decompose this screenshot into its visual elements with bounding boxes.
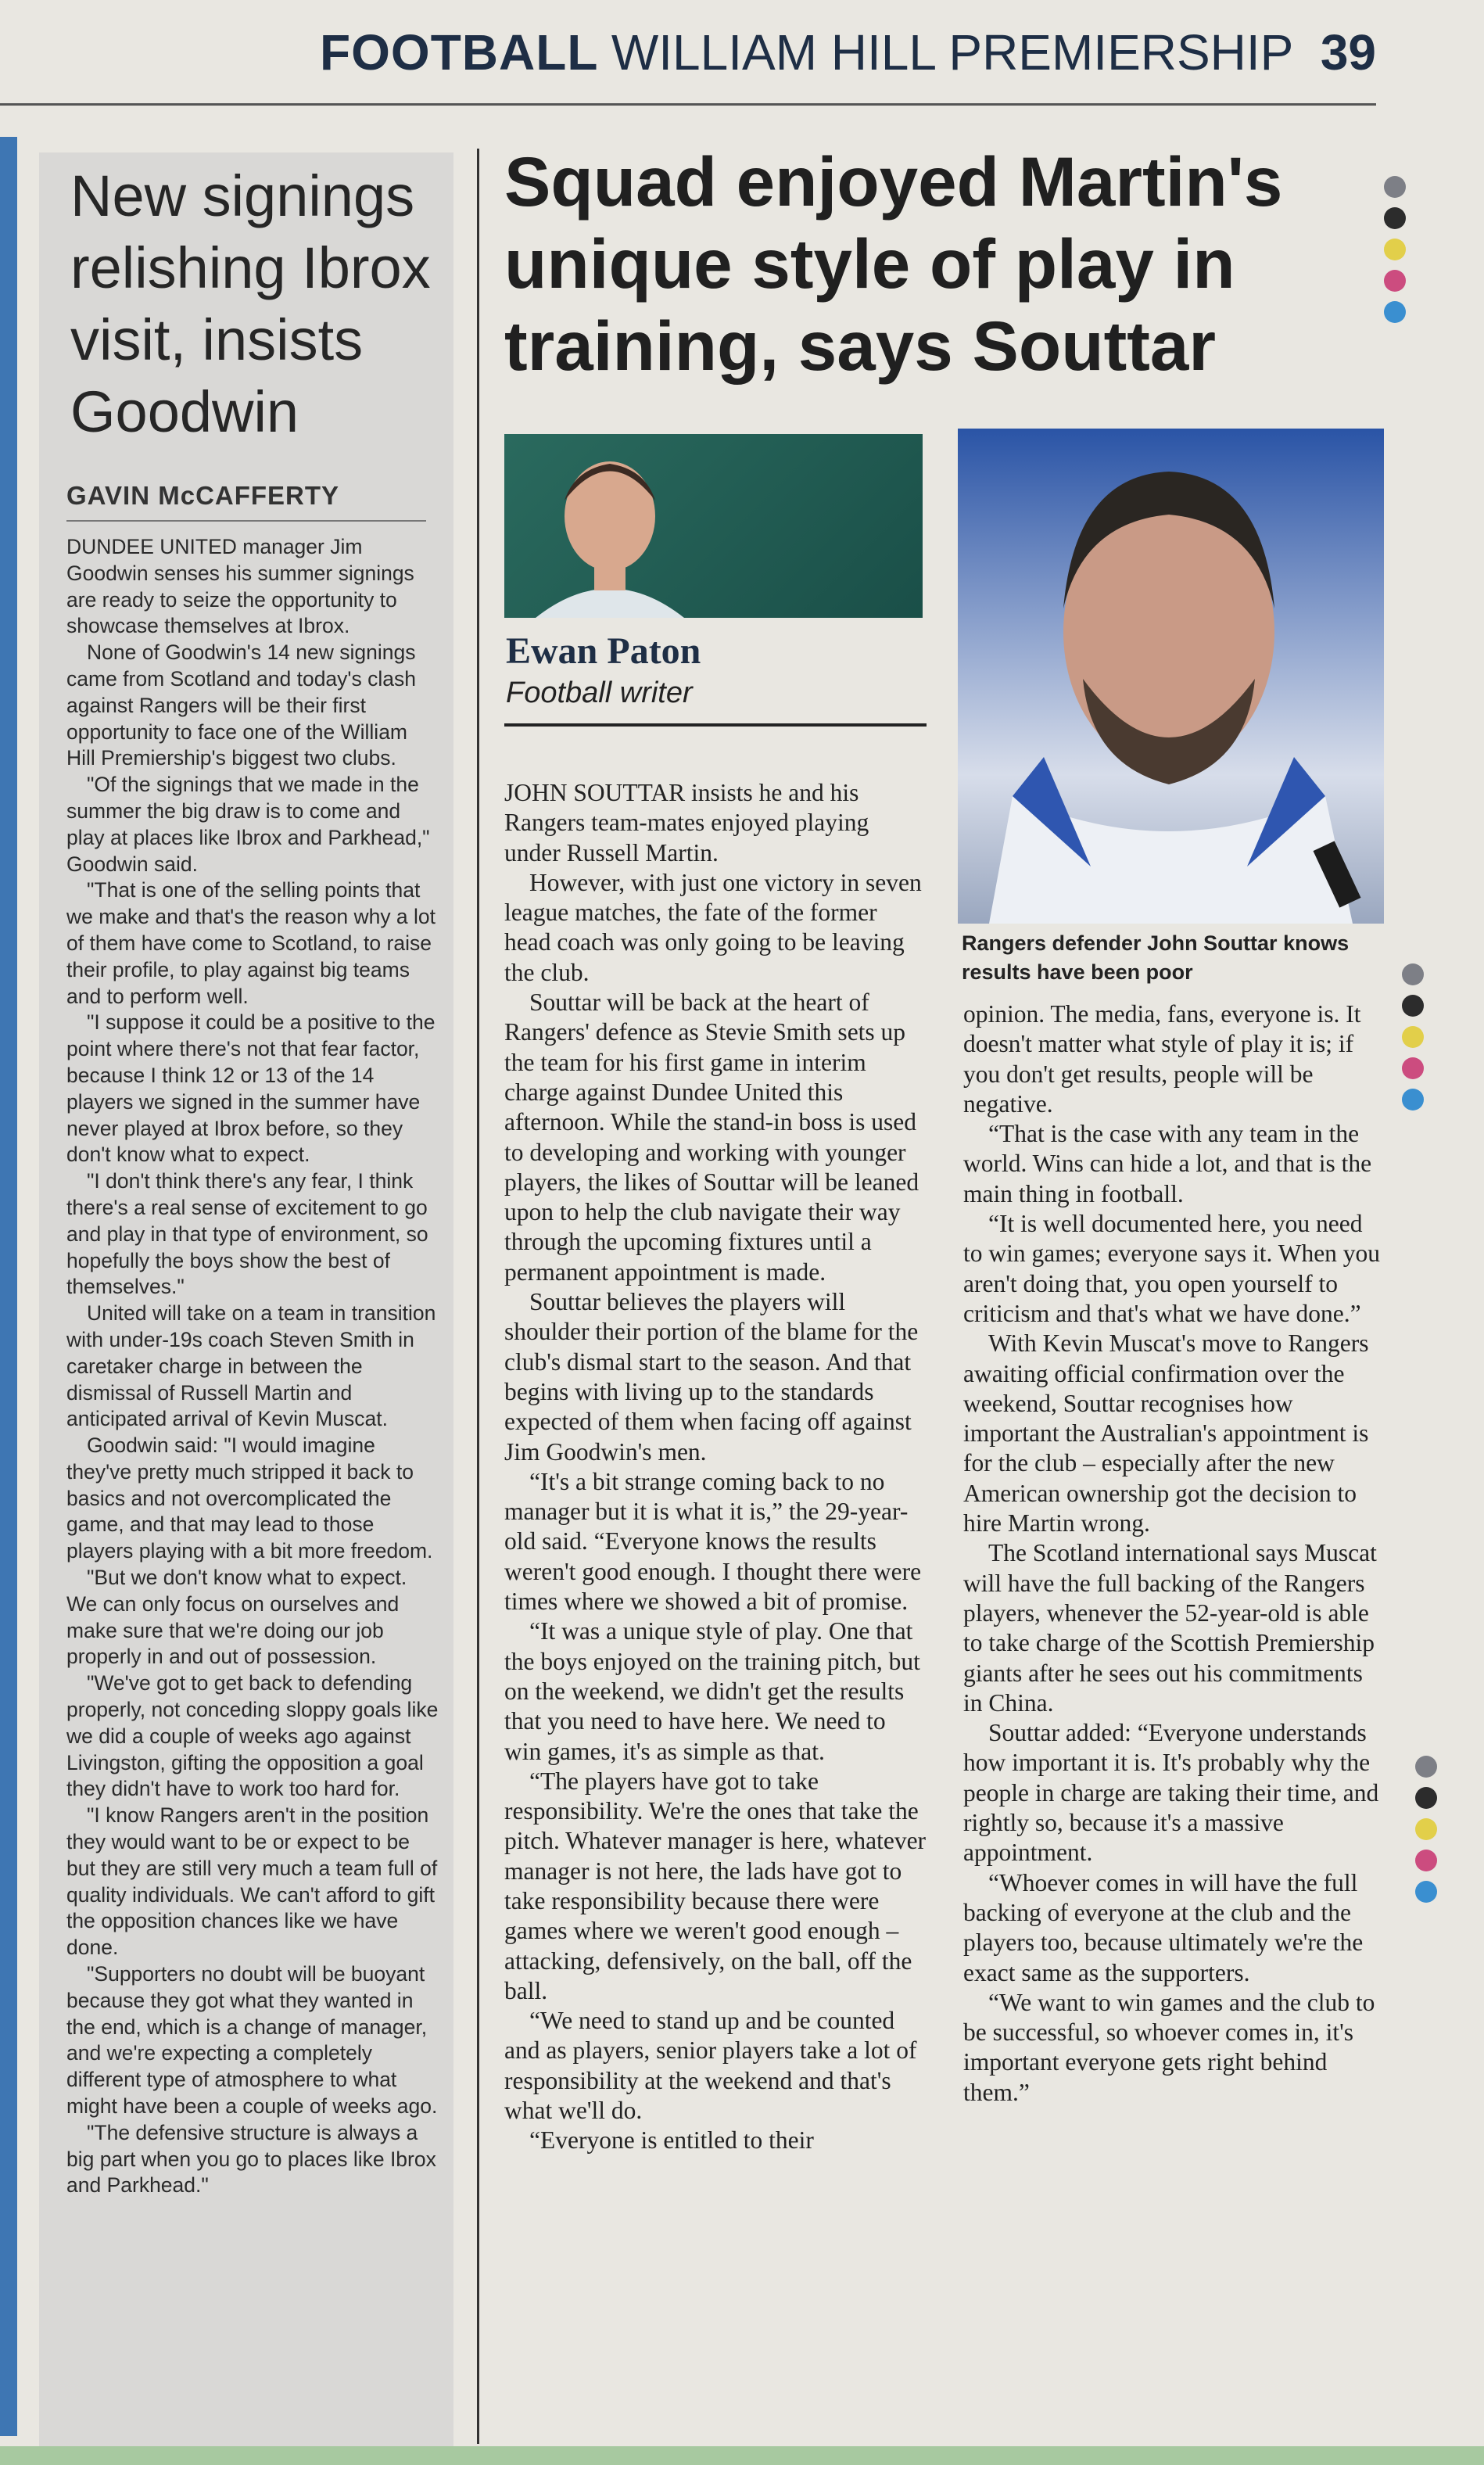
paragraph: "Supporters no doubt will be buoyant because they got what they wanted in the end, which is a change of manager, and we're expecting a completely different type of atmosphere to what might have been a couple of weeks ago. (66, 1962, 438, 2119)
section-title: FOOTBALL (320, 24, 599, 81)
writer-name: Ewan Paton (506, 630, 701, 672)
competition-title: WILLIAM HILL PREMIERSHIP (611, 24, 1294, 81)
registration-dot (1402, 1026, 1424, 1048)
paragraph: The Scotland international says Muscat will have the full backing of the Rangers players, whenever the 52-year-old is able to take charge of the Scottish Premiership giants after he sees out his commitments in China. (963, 1539, 1377, 1717)
paragraph: “Whoever comes in will have the full backing of everyone at the club and the players too, because ultimately we're the exact same as the supporters. (963, 1868, 1364, 1986)
paragraph: “We need to stand up and be counted and as players, senior players take a lot of responsibility at the weekend and that's what we'll do. (504, 2007, 917, 2125)
sidebar-headline: New signings relishing Ibrox visit, insists Goodwin (70, 163, 431, 444)
header-rule (0, 103, 1376, 106)
article-column-1 (504, 778, 927, 2156)
registration-dots-top (1384, 176, 1404, 332)
paragraph: None of Goodwin's 14 new signings came from Scotland and today's clash against Rangers will be their first opportunity to face one of the William Hill Premiership's biggest two clubs. (66, 640, 416, 770)
registration-dot (1384, 239, 1406, 260)
registration-dot (1415, 1818, 1437, 1840)
paragraph: "I suppose it could be a positive to the point where there's not that fear factor, because I think 12 or 13 of the 14 players we signed in the summer have never played at Ibrox before, so they don't know what to expect. (66, 1010, 436, 1167)
article-column-2 (963, 999, 1385, 2108)
registration-dots-low (1415, 1756, 1436, 1912)
page-number: 39 (1320, 24, 1376, 81)
writer-rule (504, 723, 927, 727)
registration-dot (1384, 207, 1406, 229)
player-portrait-icon (958, 429, 1384, 924)
paragraph: United will take on a team in transition with under-19s coach Steven Smith in caretaker charge in between the dismissal of Russell Martin and anticipated arrival of Kevin Muscat. (66, 1301, 436, 1431)
paragraph: DUNDEE UNITED manager Jim Goodwin senses his summer signings are ready to seize the opportunity to showcase themselves at Ibrox. (66, 535, 414, 638)
player-photo (958, 429, 1384, 924)
paragraph: opinion. The media, fans, everyone is. It doesn't matter what style of play it is; if you don't get results, people will be negative. (963, 1000, 1361, 1118)
paragraph: “It was a unique style of play. One that the boys enjoyed on the training pitch, but on the weekend, we didn't get the results that you need to have here. We need to win games, it's as simple as that. (504, 1617, 920, 1765)
paragraph: “We want to win games and the club to be successful, so whoever comes in, it's important everyone gets right behind them.” (963, 1988, 1375, 2106)
paragraph: “Everyone is entitled to their (529, 2126, 814, 2155)
paragraph: JOHN SOUTTAR insists he and his Rangers team-mates enjoyed playing under Russell Martin. (504, 779, 869, 867)
paragraph: "We've got to get back to defending properly, not conceding sloppy goals like we did a couple of weeks ago against Livingston, gifting the opposition a goal they didn't have to work too hard for. (66, 1671, 439, 1801)
paragraph: “The players have got to take responsibility. We're the ones that take the pitch. Whatever manager is here, whatever manager is not here, the lads have got to take responsibility because there were games where we weren't good enough – attacking, defensively, on the ball, off the ball. (504, 1767, 927, 2004)
registration-dot (1415, 1850, 1437, 1871)
sidebar-body (66, 534, 442, 2199)
column-divider (477, 149, 479, 2444)
registration-dot (1402, 1089, 1424, 1111)
writer-photo (504, 434, 923, 618)
paragraph: Goodwin said: "I would imagine they've pretty much stripped it back to basics and not overcomplicated the game, and that may lead to those players playing with a bit more freedom. (66, 1433, 433, 1563)
registration-dot (1415, 1756, 1437, 1778)
registration-dot (1402, 1057, 1424, 1079)
registration-dots-mid (1402, 963, 1422, 1120)
paragraph: However, with just one victory in seven league matches, the fate of the former head coach was only going to be leaving the club. (504, 868, 922, 986)
byline-rule (66, 520, 426, 522)
paragraph: "The defensive structure is always a big part when you go to places like Ibrox and Parkhead." (66, 2120, 436, 2198)
registration-dot (1402, 995, 1424, 1017)
registration-dot (1415, 1787, 1437, 1809)
paragraph: “It's a bit strange coming back to no manager but it is what it is,” the 29-year-old said. “Everyone knows the results weren't good enough. I thought there were times where we showed a bit of promise. (504, 1467, 922, 1616)
registration-dot (1384, 301, 1406, 323)
paragraph: "But we don't know what to expect. We can only focus on ourselves and make sure that we're doing our job properly in and out of possession. (66, 1566, 407, 1669)
page-header (0, 23, 1376, 102)
writer-portrait-icon (504, 434, 923, 618)
registration-dot (1384, 176, 1406, 198)
writer-role: Football writer (506, 676, 693, 709)
paragraph: “That is the case with any team in the world. Wins can hide a lot, and that is the main thing in football. (963, 1120, 1372, 1207)
article-headline: Squad enjoyed Martin's unique style of play in training, says Souttar (504, 142, 1283, 385)
paragraph: Souttar will be back at the heart of Rangers' defence as Stevie Smith sets up the team for his first game in interim charge against Dundee United this afternoon. While the stand-in boss is used to developing and working with younger players, the likes of Souttar will be leaned upon to help the club navigate their way through the upcoming fixtures until a permanent appointment is made. (504, 989, 919, 1286)
adjacent-page-edge (0, 137, 17, 2436)
photo-caption: Rangers defender John Souttar knows results have been poor (962, 931, 1350, 984)
registration-dot (1402, 963, 1424, 985)
paragraph: “It is well documented here, you need to win games; everyone says it. When you aren't doing that, you open yourself to criticism and that's what we have done.” (963, 1210, 1381, 1327)
paragraph: Souttar believes the players will shoulder their portion of the blame for the club's dismal start to the season. And that begins with living up to the standards expected of them when facing off against Jim Goodwin's men. (504, 1288, 919, 1466)
paragraph: "I don't think there's any fear, I think there's a real sense of excitement to go and play in that type of environment, so hopefully the boys show the best of themselves." (66, 1169, 428, 1299)
paragraph: "I know Rangers aren't in the position they would want to be or expect to be but they are still very much a team full of quality individuals. We can't afford to gift the opposition chances like we have done. (66, 1803, 438, 1960)
paragraph: With Kevin Muscat's move to Rangers awaiting official confirmation over the weekend, Souttar recognises how important the Australian's appointment is for the club – especially after the new American ownership got the decision to hire Martin wrong. (963, 1329, 1369, 1537)
paragraph: "Of the signings that we made in the summer the big draw is to come and play at places like Ibrox and Parkhead," Goodwin said. (66, 773, 430, 876)
bottom-strip (0, 2446, 1484, 2465)
sidebar-byline: GAVIN McCAFFERTY (66, 481, 340, 510)
paragraph: "That is one of the selling points that we make and that's the reason why a lot of them have come to Scotland, to raise their profile, to play against big teams and to perform well. (66, 878, 436, 1008)
registration-dot (1384, 270, 1406, 292)
paragraph: Souttar added: “Everyone understands how important it is. It's probably why the people in charge are taking their time, and rightly so, because it's a massive appointment. (963, 1719, 1379, 1867)
registration-dot (1415, 1881, 1437, 1903)
sidebar-story (39, 152, 453, 2448)
